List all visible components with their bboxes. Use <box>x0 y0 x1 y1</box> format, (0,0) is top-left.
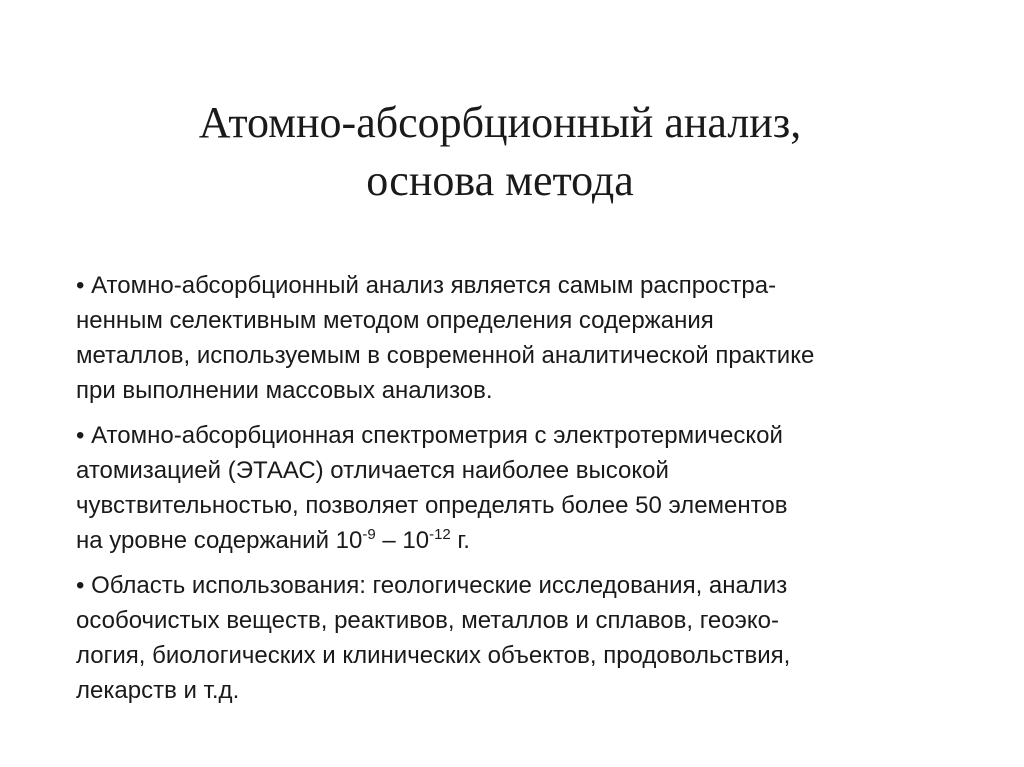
bullet-2-line-1: • Атомно-абсорбционная спектрометрия с электротермической <box>76 422 783 449</box>
bullet-paragraph-1 <box>76 268 976 408</box>
bullet-2-line-4 <box>76 523 976 558</box>
bullet-1-line-4: при выполнении массовых анализов. <box>76 377 493 404</box>
bullet-2-line-3: чувствительностью, позволяет определять более 50 элементов <box>76 492 788 519</box>
bullet-3-line-2: особочистых веществ, реактивов, металлов и сплавов, геоэко- <box>76 607 779 634</box>
bullet-3-line-3: логия, биологических и клинических объектов, продовольствия, <box>76 642 791 669</box>
slide-title-line-1: Атомно-абсорбционный анализ, <box>198 98 802 147</box>
slide-title <box>100 94 900 210</box>
bullet-paragraph-2 <box>76 418 976 558</box>
exponent-max: -12 <box>429 526 451 543</box>
exponent-min: -9 <box>362 526 376 543</box>
bullet-1-line-3: металлов, используемым в современной аналитической практике <box>76 342 815 369</box>
bullet-2-line-2: атомизацией (ЭТААС) отличается наиболее высокой <box>76 457 669 484</box>
slide-title-line-2: основа метода <box>366 156 634 205</box>
bullet-3-line-1: • Область использования: геологические исследования, анализ <box>76 572 788 599</box>
concentration-text: на уровне содержаний 10 <box>76 527 363 554</box>
range-dash-text: – 10 <box>375 527 430 554</box>
bullet-1-line-1: • Атомно-абсорбционный анализ является самым распростра- <box>76 272 777 299</box>
bullet-3-line-4: лекарств и т.д. <box>76 677 240 704</box>
slide-body <box>76 268 976 718</box>
unit-text: г. <box>450 527 470 554</box>
bullet-1-line-2: ненным селективным методом определения содержания <box>76 307 714 334</box>
bullet-paragraph-3 <box>76 568 976 708</box>
